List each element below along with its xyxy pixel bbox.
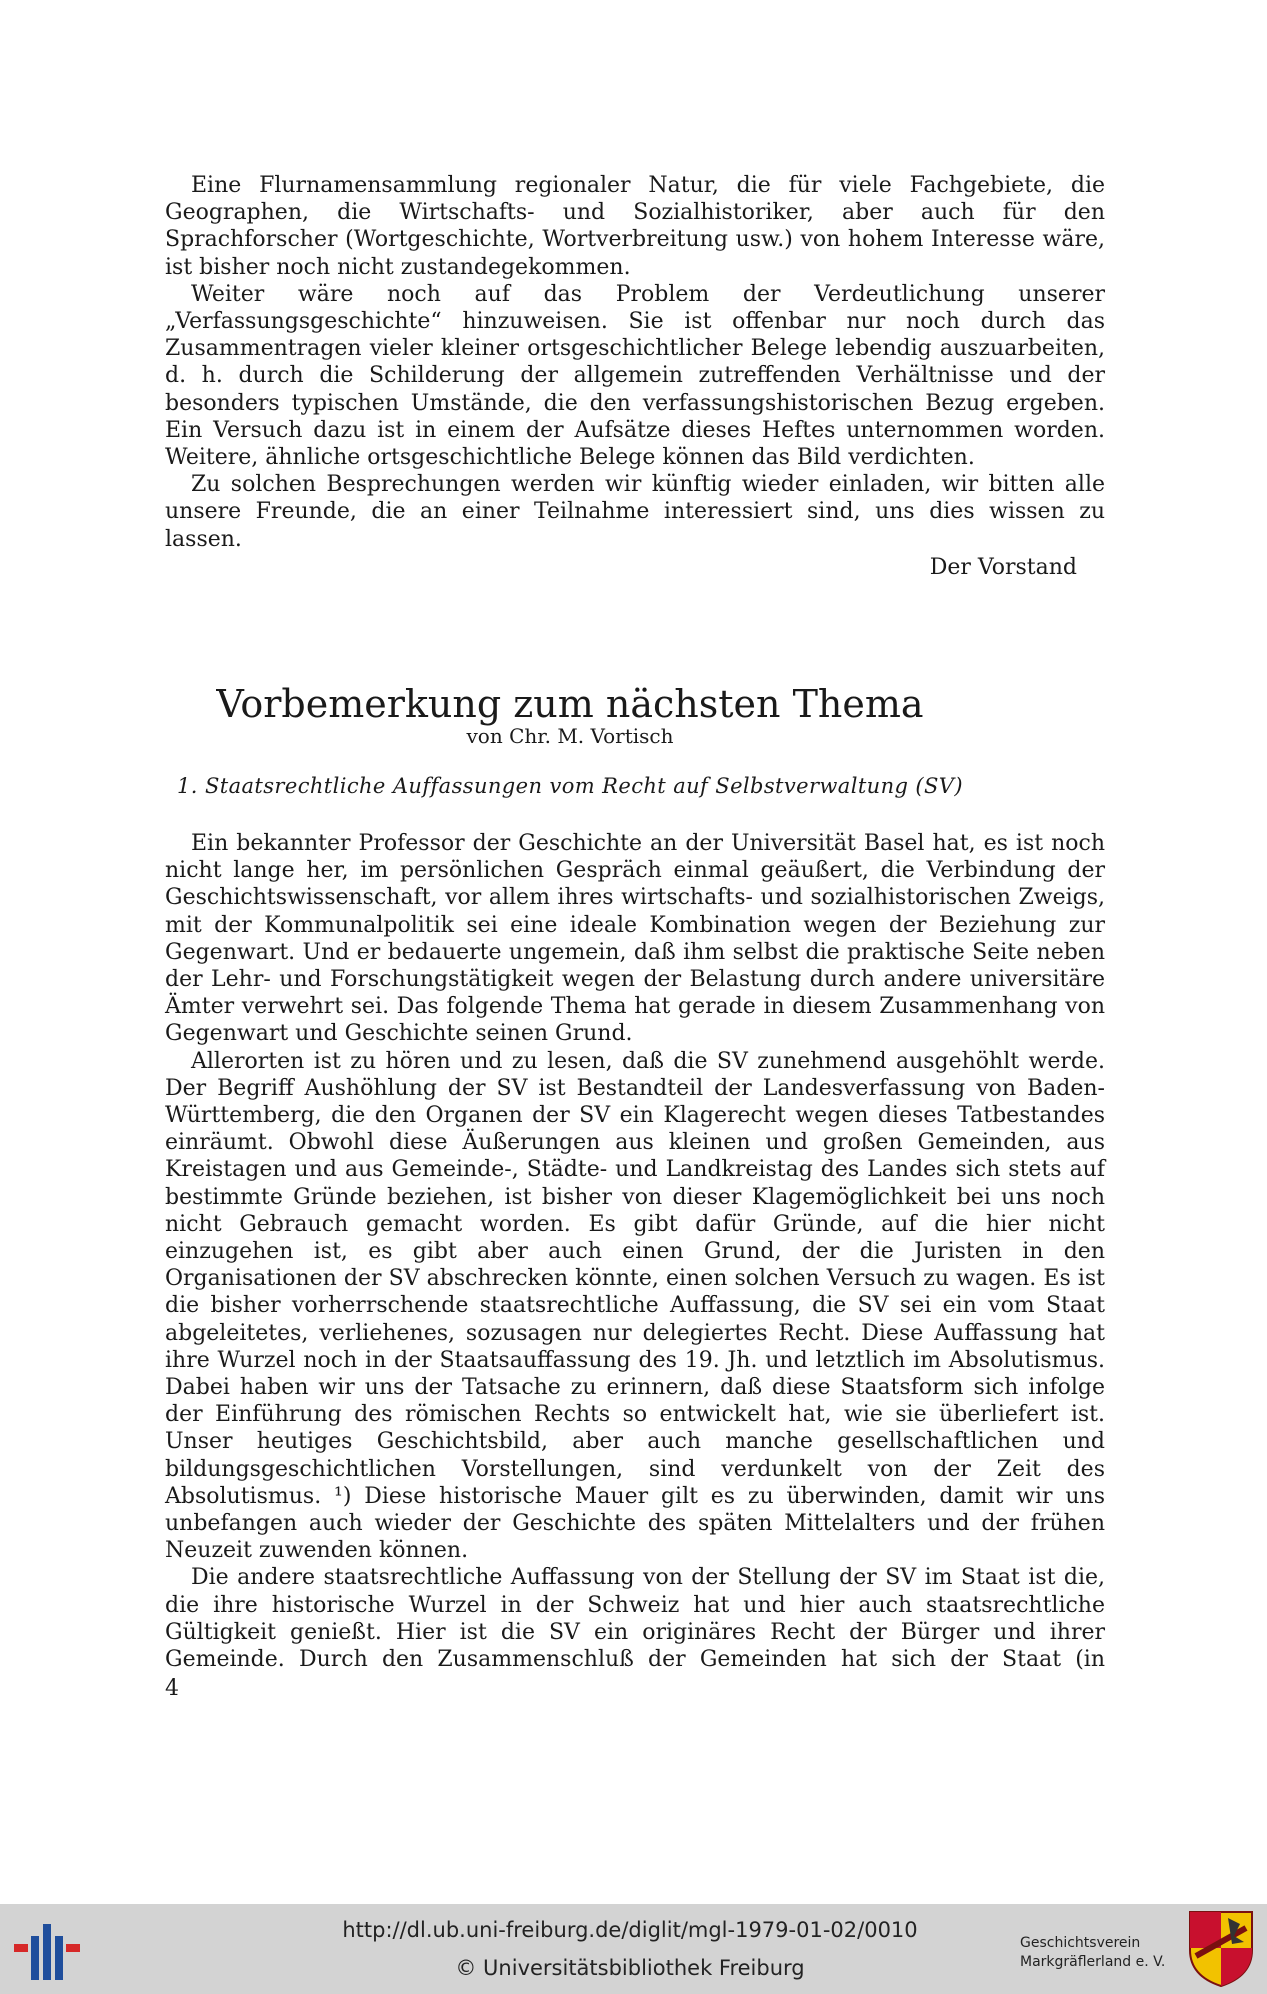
footer-url-link[interactable]: http://dl.ub.uni-freiburg.de/diglit/mgl-1979-01-02/0010 xyxy=(342,1918,918,1942)
article-paragraph-3: Die andere staatsrechtliche Auffassung von der Stellung der SV im Staat ist die, die ihre historische Wurzel in der Schweiz hat und hier auch staatsrechtliche Gültigkeit genießt. Hier ist die SV ein originäres Recht der Bürger und ihrer Gemeinde. Durch den Zusammenschluß der Gemeinden hat sich der Staat (in xyxy=(165,1565,1105,1673)
intro-text xyxy=(165,172,1105,553)
society-name-line-1: Geschichtsverein xyxy=(1020,1935,1141,1951)
intro-paragraph-2: Weiter wäre noch auf das Problem der Verdeutlichung unserer „Verfassungsgeschichte“ hinzuweisen. Sie ist offenbar nur noch durch das Zusammentragen vieler kleiner ortsgeschichtlicher Belege lebendig auszuarbeiten, d. h. durch die Schilderung der allgemein zutreffenden Verhältnisse und der besonders typischen Umstände, die den verfassungshistorischen Bezug ergeben. Ein Versuch dazu ist in einem der Aufsätze dieses Heftes unternommen worden. Weitere, ähnliche ortsgeschichtliche Belege können das Bild verdichten. xyxy=(165,281,1105,471)
article-title: Vorbemerkung zum nächsten Thema xyxy=(216,682,924,727)
section-heading: 1. Staatsrechtliche Auffassungen vom Recht auf Selbstverwaltung (SV) xyxy=(177,774,963,798)
society-name xyxy=(1020,1934,1180,1972)
ub-freiburg-logo-icon xyxy=(14,1918,80,1980)
article-body xyxy=(165,830,1105,1673)
society-name-line-2: Markgräflerland e. V. xyxy=(1020,1954,1166,1970)
coat-of-arms-icon xyxy=(1188,1910,1254,1988)
intro-paragraph-1: Eine Flurnamensammlung regionaler Natur, die für viele Fachgebiete, die Geographen, die Wirtschafts- und Sozialhistoriker, aber auch für den Sprachforscher (Wortgeschichte, Wortverbreitung usw.) von hohem Interesse wäre, ist bisher noch nicht zustandegekommen. xyxy=(165,173,1105,280)
intro-paragraph-3: Zu solchen Besprechungen werden wir künftig wieder einladen, wir bitten alle unsere Freunde, die an einer Teilnahme interessiert sind, uns dies wissen zu lassen. xyxy=(165,472,1105,552)
article-paragraph-1: Ein bekannter Professor der Geschichte an der Universität Basel hat, es ist noch nicht lange her, im persönlichen Gespräch einmal geäußert, die Verbindung der Geschichtswissenschaft, vor allem ihres wirtschafts- und sozialhistorischen Zweigs, mit der Kommunalpolitik sei eine ideale Kombination wegen der Beziehung zur Gegenwart. Und er bedauerte ungemein, daß ihm selbst die praktische Seite neben der Lehr- und Forschungstätigkeit wegen der Belastung durch andere universitäre Ämter verwehrt sei. Das folgende Thema hat gerade in diesem Zusammenhang von Gegenwart und Geschichte seinen Grund. xyxy=(165,831,1105,1047)
page-number: 4 xyxy=(165,1676,179,1701)
footer-copyright: © Universitätsbibliothek Freiburg xyxy=(455,1956,805,1980)
footer-bar xyxy=(0,1904,1267,1994)
article-paragraph-2: Allerorten ist zu hören und zu lesen, daß die SV zunehmend ausgehöhlt werde. Der Begriff Aushöhlung der SV ist Bestandteil der Landesverfassung von Baden-Württemberg, die den Organen der SV ein Klagerecht wegen dieses Tatbestandes einräumt. Obwohl diese Äußerungen aus kleinen und großen Gemeinden, aus Kreistagen und aus Gemeinde-, Städte- und Landkreistag des Landes sich stets auf bestimmte Gründe beziehen, ist bisher von dieser Klagemöglichkeit bei uns noch nicht Gebrauch gemacht worden. Es gibt dafür Gründe, auf die hier nicht einzugehen ist, es gibt aber auch einen Grund, der die Juristen in den Organisationen der SV abschrecken könnte, einen solchen Versuch zu wagen. Es ist die bisher vorherrschende staatsrechtliche Auffassung, die SV sei ein vom Staat abgeleitetes, verliehenes, sozusagen nur delegiertes Recht. Diese Auffassung hat ihre Wurzel noch in der Staatsauffassung des 19. Jh. und letztlich im Absolutismus. Dabei haben wir uns der Tatsache zu erinnern, daß diese Staatsform sich infolge der Einführung des römischen Rechts so entwickelt hat, wie sie überliefert ist. Unser heutiges Geschichtsbild, aber auch manche gesellschaftlichen und bildungsgeschichtlichen Vorstellungen, sind verdunkelt von der Zeit des Absolutismus. ¹) Diese historische Mauer gilt es zu überwinden, damit wir uns unbefangen auch wieder der Geschichte des späten Mittelalters und der frühen Neuzeit zuwenden können. xyxy=(165,1048,1105,1564)
article-byline: von Chr. M. Vortisch xyxy=(466,724,674,748)
signature: Der Vorstand xyxy=(929,555,1077,580)
